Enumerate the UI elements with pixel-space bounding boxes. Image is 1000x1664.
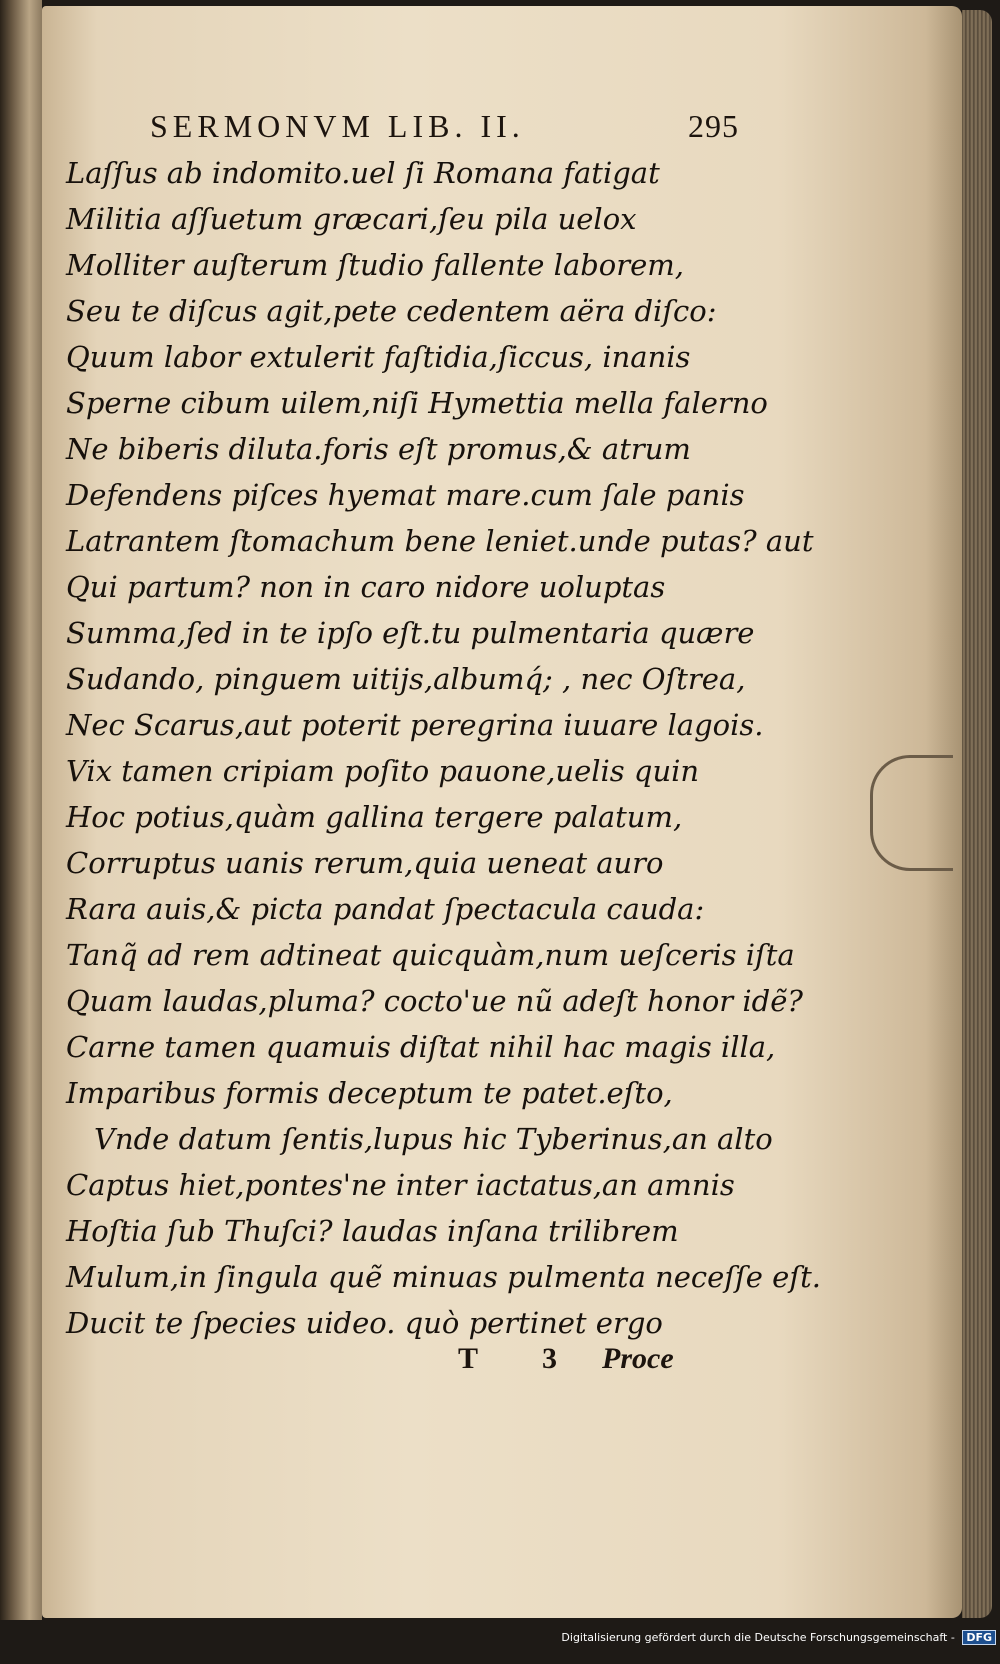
page-fore-edge [962,10,992,1618]
verse-line: Carne tamen quamuis diſtat nihil hac magis illa, [66,1030,776,1064]
catchword: Proce [602,1342,674,1375]
verse-line: Latrantem ſtomachum bene leniet.unde putas? aut [66,524,814,558]
running-header [150,108,750,150]
verse-line: Mulum,in ſingula quẽ minuas pulmenta neceſſe eſt. [66,1260,821,1294]
verse-line: Quum labor extulerit faſtidia,ſiccus, inanis [66,340,691,374]
book-page [42,6,962,1618]
verse-line: Vnde datum ſentis,lupus hic Tyberinus,an alto [94,1122,773,1156]
verse-line: Quam laudas,pluma? cocto'ue nũ adeſt honor idẽ? [66,984,803,1018]
verse-line: Ne biberis diluta.foris eſt promus,& atrum [66,432,691,466]
verse-line: Molliter auſterum ſtudio fallente laborem, [66,248,685,282]
running-title: SERMONVM LIB. II. [150,108,525,144]
verse-line: Rara auis,& picta pandat ſpectacula cauda: [66,892,705,926]
verse-line: Ducit te ſpecies uideo. quò pertinet ergo [66,1306,663,1340]
verse-line: Vix tamen cripiam poſito pauone,uelis quin [66,754,700,788]
left-facing-page-edge [0,0,42,1620]
verse-line: Nec Scarus,aut poterit peregrina iuuare lagois. [66,708,764,742]
verse-line: Defendens piſces hyemat mare.cum ſale panis [66,478,745,512]
verse-line: Qui partum? non in caro nidore uoluptas [66,570,666,604]
verse-text-block [66,150,821,1350]
verse-line: Hoſtia ſub Thuſci? laudas inſana trilibrem [66,1214,679,1248]
verse-line: Summa,ſed in te ipſo eſt.tu pulmentaria quære [66,616,755,650]
verse-line: Imparibus formis deceptum te patet.eſto, [66,1076,673,1110]
verse-line: Seu te diſcus agit,pete cedentem aëra diſco: [66,294,717,328]
credit-text: Digitalisierung gefördert durch die Deutsche Forschungsgemeinschaft - [561,1631,955,1644]
page-number: 295 [688,108,739,144]
page-footer [452,1342,752,1382]
dfg-logo: DFG [962,1630,996,1645]
book-clasp [870,755,953,871]
verse-line: Sperne cibum uilem,niſi Hymettia mella falerno [66,386,768,420]
verse-line: Captus hiet,pontes'ne inter iactatus,an amnis [66,1168,735,1202]
verse-line: Militia aſſuetum græcari,ſeu pila uelox [66,202,637,236]
verse-line: Tanq̃ ad rem adtineat quicquàm,num ueſceris iſta [66,938,795,972]
verse-line: Corruptus uanis rerum,quia ueneat auro [66,846,664,880]
verse-line: Hoc potius,quàm gallina tergere palatum, [66,800,683,834]
signature-mark: T [458,1342,479,1375]
signature-number: 3 [542,1342,557,1375]
verse-line: Sudando, pinguem uitijs,albumq́; , nec Oſtrea, [66,662,746,696]
verse-line: Laſſus ab indomito.uel ſi Romana fatigat [66,156,660,190]
digitization-credit [0,1630,996,1658]
